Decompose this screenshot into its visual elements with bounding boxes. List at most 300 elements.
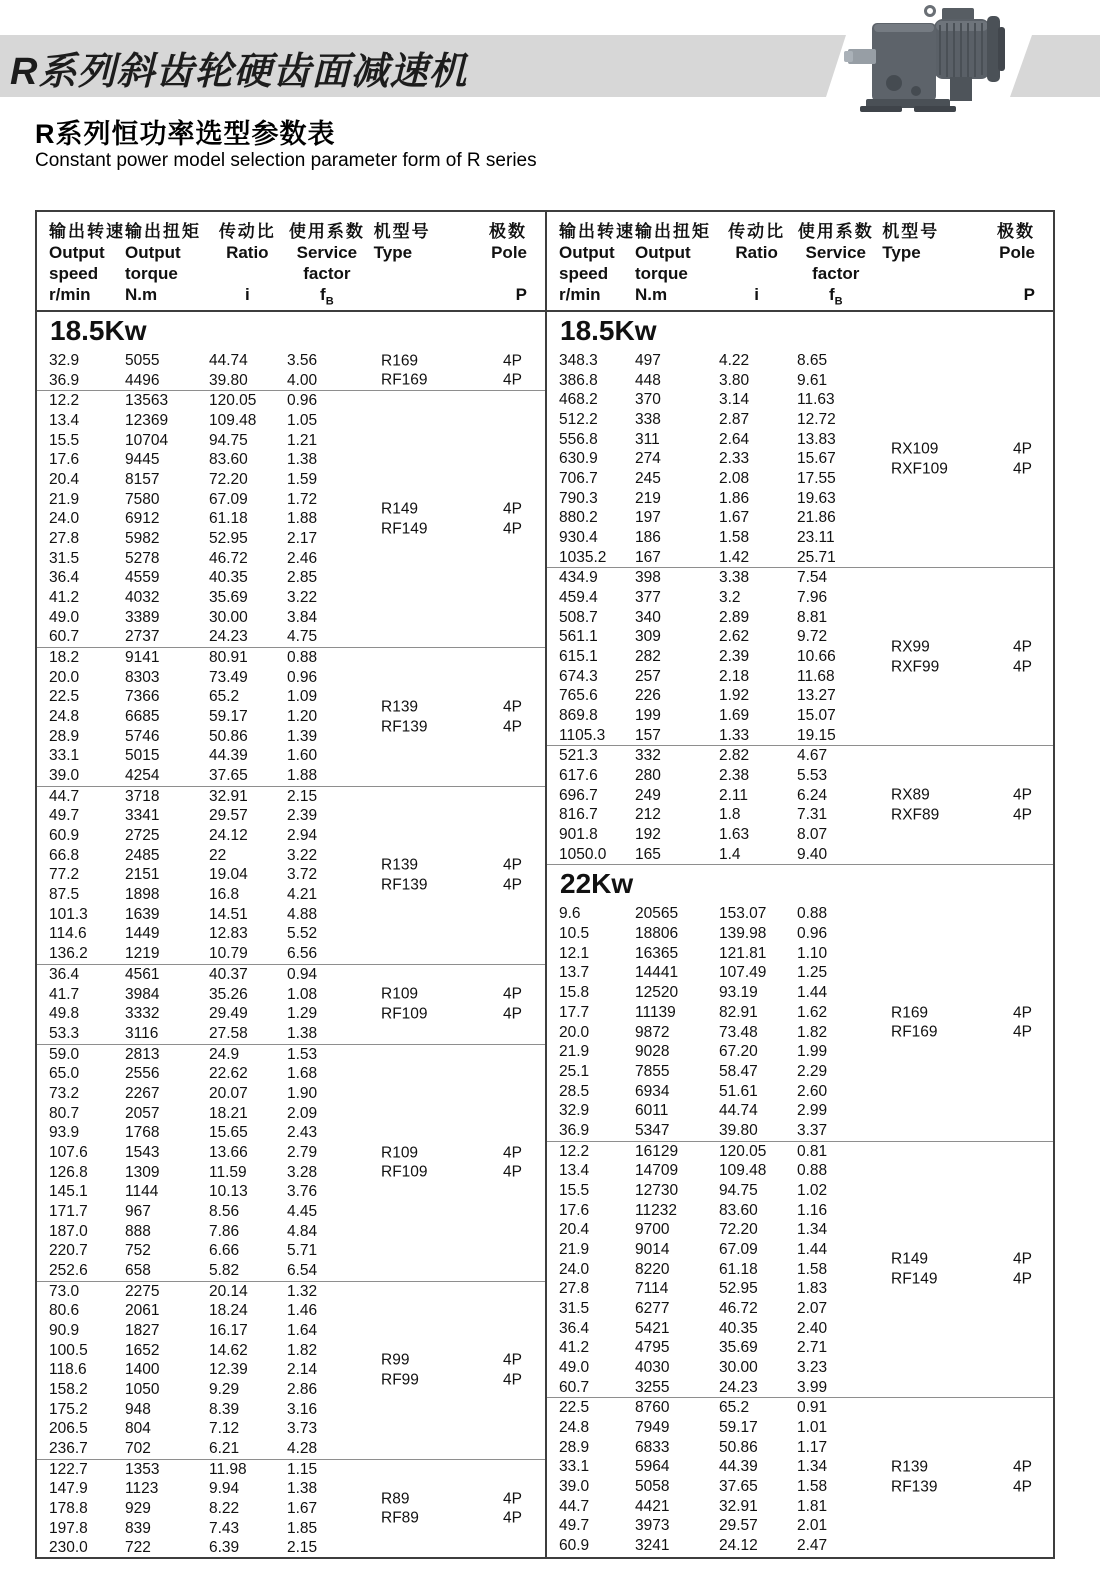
speed-cell: 1035.2 [559, 548, 607, 566]
ratio-cell: 22.62 [209, 1065, 248, 1083]
pole-label: 4P [1013, 1458, 1032, 1476]
speed-cell: 434.9 [559, 569, 598, 587]
pole-label: 4P [503, 876, 522, 894]
speed-cell: 348.3 [559, 352, 598, 369]
torque-cell: 448 [635, 371, 661, 389]
ratio-cell: 29.57 [719, 1517, 758, 1535]
speed-cell: 36.4 [49, 965, 80, 983]
speed-cell: 22.5 [49, 688, 80, 706]
speed-cell: 100.5 [49, 1341, 88, 1359]
torque-cell: 7949 [635, 1418, 670, 1436]
table-row [547, 528, 1053, 548]
torque-cell: 14709 [635, 1162, 679, 1180]
table-row [37, 351, 545, 371]
service-factor-cell: 2.39 [287, 807, 318, 825]
ratio-cell: 1.67 [719, 509, 750, 527]
pole-label: 4P [503, 1490, 522, 1508]
ratio-cell: 73.49 [209, 668, 248, 686]
speed-cell: 468.2 [559, 391, 598, 409]
ratio-group [547, 1142, 1053, 1399]
table-row [547, 983, 1053, 1003]
table-row [547, 508, 1053, 528]
table-row [547, 608, 1053, 628]
torque-cell: 2485 [125, 846, 160, 864]
table-row [37, 1301, 545, 1321]
service-factor-cell: 5.52 [287, 925, 318, 943]
ratio-cell: 24.23 [209, 628, 248, 646]
speed-cell: 252.6 [49, 1261, 88, 1279]
speed-cell: 28.9 [559, 1438, 590, 1456]
ratio-cell: 2.89 [719, 608, 750, 626]
table-row [37, 1084, 545, 1104]
torque-cell: 186 [635, 529, 661, 547]
speed-cell: 122.7 [49, 1460, 88, 1478]
ratio-cell: 3.80 [719, 371, 750, 389]
page-subtitle: Constant power model selection parameter form of R series [35, 150, 537, 171]
speed-cell: 24.0 [559, 1260, 590, 1278]
speed-cell: 49.0 [49, 608, 80, 626]
table-row [37, 371, 545, 391]
speed-cell: 32.9 [559, 1102, 590, 1120]
service-factor-cell: 0.91 [797, 1399, 828, 1417]
ratio-cell: 2.62 [719, 628, 750, 646]
service-factor-cell: 1.62 [797, 1003, 828, 1021]
torque-cell: 3341 [125, 807, 160, 825]
service-factor-cell: 1.34 [797, 1221, 828, 1239]
service-factor-cell: 1.72 [287, 490, 318, 508]
table-row [37, 1261, 545, 1281]
table-row [547, 825, 1053, 845]
torque-cell: 398 [635, 569, 661, 587]
torque-cell: 9700 [635, 1221, 670, 1239]
table-row [37, 1182, 545, 1202]
torque-cell: 157 [635, 726, 661, 744]
service-factor-cell: 0.96 [797, 925, 828, 943]
ratio-cell: 29.49 [209, 1005, 248, 1023]
table-row [37, 648, 545, 668]
service-factor-cell: 6.24 [797, 786, 828, 804]
type-label: R99 [381, 1351, 410, 1369]
ratio-cell: 94.75 [719, 1181, 758, 1199]
pole-label: 4P [503, 1143, 522, 1161]
speed-cell: 49.8 [49, 1005, 80, 1023]
torque-cell: 8303 [125, 668, 160, 686]
type-label: RF109 [381, 1005, 428, 1023]
torque-cell: 2275 [125, 1282, 160, 1300]
column-header: 使用系数 Service factor $f_B$ [797, 222, 874, 308]
torque-cell: 5055 [125, 352, 160, 369]
torque-cell: 3255 [635, 1378, 670, 1396]
torque-cell: 309 [635, 628, 661, 646]
table-row [547, 1279, 1053, 1299]
speed-cell: 87.5 [49, 886, 80, 904]
table-row [547, 1220, 1053, 1240]
ratio-group [37, 1045, 545, 1282]
torque-cell: 5746 [125, 727, 160, 745]
ratio-cell: 8.39 [209, 1400, 240, 1418]
ratio-cell: 44.74 [209, 352, 248, 369]
service-factor-cell: 8.81 [797, 608, 828, 626]
torque-cell: 2061 [125, 1302, 160, 1320]
service-factor-cell: 3.16 [287, 1400, 318, 1418]
table-row [547, 1042, 1053, 1062]
speed-cell: 49.7 [49, 807, 80, 825]
speed-cell: 66.8 [49, 846, 80, 864]
table-row [37, 985, 545, 1005]
ratio-cell: 10.79 [209, 945, 248, 963]
service-factor-cell: 1.82 [797, 1023, 828, 1041]
service-factor-cell: 1.01 [797, 1418, 828, 1436]
ratio-cell: 35.69 [719, 1339, 758, 1357]
table-row [37, 746, 545, 766]
speed-cell: 60.7 [49, 628, 80, 646]
column-header: 传动比 Ratio i [728, 222, 786, 304]
column-header: 极数 Pole P [997, 222, 1036, 304]
pole-label: 4P [1013, 786, 1032, 804]
table-row [547, 568, 1053, 588]
speed-cell: 41.7 [49, 985, 80, 1003]
service-factor-cell: 1.34 [797, 1458, 828, 1476]
ratio-cell: 19.04 [209, 866, 248, 884]
ratio-cell: 83.60 [209, 451, 248, 469]
table-row [37, 826, 545, 846]
pole-label: 4P [1013, 440, 1032, 458]
service-factor-cell: 4.45 [287, 1202, 318, 1220]
table-row [37, 411, 545, 431]
service-factor-cell: 0.96 [287, 392, 318, 410]
torque-cell: 6934 [635, 1082, 670, 1100]
service-factor-cell: 5.53 [797, 767, 828, 785]
ratio-cell: 2.08 [719, 470, 750, 488]
pole-label: 4P [1013, 1477, 1032, 1495]
torque-cell: 1219 [125, 945, 160, 963]
table-row [37, 1439, 545, 1459]
speed-cell: 44.7 [49, 787, 80, 805]
service-factor-cell: 9.61 [797, 371, 828, 389]
service-factor-cell: 2.47 [797, 1536, 828, 1554]
type-label: RF109 [381, 1163, 428, 1181]
table-row [547, 1142, 1053, 1162]
ratio-cell: 59.17 [719, 1418, 758, 1436]
speed-cell: 674.3 [559, 667, 598, 685]
torque-cell: 5421 [635, 1319, 670, 1337]
table-row [37, 509, 545, 529]
service-factor-cell: 1.68 [287, 1065, 318, 1083]
speed-cell: 15.5 [559, 1181, 590, 1199]
table-row [547, 627, 1053, 647]
pole-labels [1013, 1250, 1032, 1289]
table-row [547, 1398, 1053, 1418]
speed-cell: 27.8 [559, 1280, 590, 1298]
speed-cell: 630.9 [559, 450, 598, 468]
ratio-cell: 14.51 [209, 905, 248, 923]
ratio-cell: 6.66 [209, 1242, 240, 1260]
table-row [37, 1163, 545, 1183]
service-factor-cell: 4.21 [287, 886, 318, 904]
torque-cell: 4795 [635, 1339, 670, 1357]
table-row [37, 1045, 545, 1065]
service-factor-cell: 2.46 [287, 549, 318, 567]
torque-cell: 1309 [125, 1163, 160, 1181]
ratio-cell: 18.21 [209, 1104, 248, 1122]
table-row [37, 1419, 545, 1439]
pole-label: 4P [503, 1509, 522, 1527]
type-labels [381, 856, 428, 895]
speed-cell: 36.9 [49, 371, 80, 389]
service-factor-cell: 15.07 [797, 707, 836, 725]
ratio-cell: 61.18 [209, 510, 248, 528]
type-label: R169 [381, 351, 419, 369]
speed-cell: 60.9 [559, 1536, 590, 1554]
ratio-cell: 10.13 [209, 1183, 248, 1201]
torque-cell: 3116 [125, 1024, 159, 1042]
service-factor-cell: 3.84 [287, 608, 318, 626]
speed-cell: 869.8 [559, 707, 598, 725]
ratio-cell: 1.86 [719, 489, 750, 507]
speed-cell: 90.9 [49, 1321, 80, 1339]
service-factor-cell: 1.85 [287, 1519, 318, 1537]
table-row [547, 489, 1053, 509]
type-label: R169 [891, 1003, 929, 1021]
torque-cell: 6277 [635, 1299, 670, 1317]
ratio-cell: 40.35 [209, 569, 248, 587]
table-row [547, 845, 1053, 865]
type-label: R109 [381, 1143, 419, 1161]
ratio-cell: 109.48 [719, 1162, 767, 1180]
table-row [547, 1240, 1053, 1260]
speed-cell: 114.6 [49, 925, 87, 943]
column-header: 输出转速 Output speed r/min [49, 222, 125, 304]
ratio-cell: 72.20 [209, 471, 248, 489]
speed-cell: 20.4 [559, 1221, 590, 1239]
pole-label: 4P [503, 856, 522, 874]
table-row [547, 1516, 1053, 1536]
ratio-cell: 11.59 [209, 1163, 247, 1181]
torque-cell: 752 [125, 1242, 151, 1260]
torque-cell: 4561 [125, 965, 160, 983]
service-factor-cell: 2.01 [797, 1517, 828, 1535]
ratio-cell: 14.62 [209, 1341, 248, 1359]
ratio-cell: 44.39 [719, 1458, 758, 1476]
speed-cell: 158.2 [49, 1380, 88, 1398]
pole-labels [503, 500, 522, 539]
torque-cell: 332 [635, 747, 661, 765]
service-factor-cell: 1.20 [287, 708, 318, 726]
type-labels [381, 697, 428, 736]
table-row [547, 904, 1053, 924]
speed-cell: 15.8 [559, 984, 590, 1002]
ratio-cell: 7.12 [209, 1420, 240, 1438]
table-row [547, 963, 1053, 983]
torque-cell: 2813 [125, 1045, 160, 1063]
torque-cell: 929 [125, 1499, 151, 1517]
speed-cell: 21.9 [49, 490, 80, 508]
service-factor-cell: 10.66 [797, 648, 836, 666]
torque-cell: 311 [635, 430, 660, 448]
pole-labels [1013, 1003, 1032, 1042]
ratio-cell: 40.37 [209, 965, 248, 983]
torque-cell: 9028 [635, 1043, 670, 1061]
table-row [37, 490, 545, 510]
service-factor-cell: 19.15 [797, 726, 836, 744]
ratio-group [37, 648, 545, 787]
ratio-cell: 67.20 [719, 1043, 758, 1061]
ratio-cell: 24.9 [209, 1045, 240, 1063]
ratio-cell: 82.91 [719, 1003, 758, 1021]
speed-cell: 73.0 [49, 1282, 80, 1300]
speed-cell: 126.8 [49, 1163, 88, 1181]
ratio-cell: 32.91 [209, 787, 248, 805]
torque-cell: 9014 [635, 1240, 670, 1258]
speed-cell: 39.0 [559, 1477, 590, 1495]
table-row [37, 1282, 545, 1302]
torque-cell: 249 [635, 786, 661, 804]
table-row [547, 390, 1053, 410]
service-factor-cell: 11.63 [797, 391, 835, 409]
table-row [547, 805, 1053, 825]
speed-cell: 118.6 [49, 1361, 87, 1379]
torque-cell: 8220 [635, 1260, 670, 1278]
type-label: RF149 [381, 520, 428, 538]
table-row [37, 787, 545, 807]
table-row [547, 371, 1053, 391]
column-header: 机型号 Type [882, 222, 940, 262]
torque-cell: 3984 [125, 985, 160, 1003]
torque-cell: 2057 [125, 1104, 160, 1122]
service-factor-cell: 15.67 [797, 450, 836, 468]
service-factor-cell: 2.94 [287, 827, 318, 845]
ratio-cell: 16.8 [209, 886, 240, 904]
ratio-group [37, 787, 545, 965]
column-header: 输出扭矩 Output torque N.m [125, 222, 201, 304]
service-factor-cell: 2.15 [287, 787, 318, 805]
torque-cell: 257 [635, 667, 661, 685]
pole-label: 4P [503, 985, 522, 1003]
ratio-cell: 6.21 [209, 1439, 240, 1457]
pole-label: 4P [503, 1351, 522, 1369]
speed-cell: 187.0 [49, 1222, 88, 1240]
speed-cell: 44.7 [559, 1497, 590, 1515]
service-factor-cell: 2.85 [287, 569, 318, 587]
torque-cell: 1123 [125, 1480, 159, 1498]
service-factor-cell: 1.25 [797, 964, 828, 982]
type-labels [381, 1489, 419, 1528]
table-body [37, 312, 545, 1558]
ratio-cell: 13.66 [209, 1143, 248, 1161]
table-row [547, 1418, 1053, 1438]
torque-cell: 212 [635, 806, 661, 824]
service-factor-cell: 9.72 [797, 628, 828, 646]
service-factor-cell: 1.58 [797, 1260, 828, 1278]
ratio-cell: 44.39 [209, 747, 248, 765]
torque-cell: 804 [125, 1420, 151, 1438]
ratio-cell: 121.81 [719, 944, 767, 962]
ratio-cell: 59.17 [209, 708, 248, 726]
service-factor-cell: 3.37 [797, 1121, 828, 1139]
torque-cell: 12369 [125, 412, 169, 430]
speed-cell: 21.9 [559, 1240, 590, 1258]
service-factor-cell: 25.71 [797, 548, 836, 566]
torque-cell: 5964 [635, 1458, 670, 1476]
torque-cell: 839 [125, 1519, 151, 1537]
table-row [37, 1123, 545, 1143]
table-row [37, 1202, 545, 1222]
ratio-cell: 37.65 [719, 1477, 758, 1495]
ratio-cell: 83.60 [719, 1201, 758, 1219]
table-row [37, 549, 545, 569]
type-label: RXF109 [891, 460, 948, 478]
speed-cell: 556.8 [559, 430, 598, 448]
table-row [547, 924, 1053, 944]
table-row [547, 1457, 1053, 1477]
ratio-cell: 40.35 [719, 1319, 758, 1337]
torque-cell: 14441 [635, 964, 679, 982]
torque-cell: 1639 [125, 905, 160, 923]
ratio-cell: 51.61 [719, 1082, 758, 1100]
torque-cell: 2267 [125, 1084, 160, 1102]
table-row [37, 1360, 545, 1380]
service-factor-cell: 2.60 [797, 1082, 828, 1100]
type-label: RF169 [381, 371, 428, 389]
service-factor-cell: 1.15 [287, 1460, 318, 1478]
service-factor-cell: 1.21 [287, 431, 318, 449]
service-factor-cell: 17.55 [797, 470, 836, 488]
speed-cell: 459.4 [559, 589, 598, 607]
service-factor-cell: 1.29 [287, 1005, 318, 1023]
table-row [37, 1024, 545, 1044]
speed-cell: 73.2 [49, 1084, 80, 1102]
torque-cell: 7366 [125, 688, 160, 706]
type-label: RXF89 [891, 806, 940, 824]
table-row [37, 568, 545, 588]
torque-cell: 3973 [635, 1517, 670, 1535]
type-label: RF89 [381, 1509, 419, 1527]
speed-cell: 24.8 [559, 1418, 590, 1436]
ratio-cell: 46.72 [209, 549, 248, 567]
table-row [37, 806, 545, 826]
speed-cell: 33.1 [49, 747, 80, 765]
service-factor-cell: 2.99 [797, 1102, 828, 1120]
speed-cell: 36.9 [559, 1121, 590, 1139]
speed-cell: 36.4 [559, 1319, 590, 1337]
table-row [37, 965, 545, 985]
pole-label: 4P [1013, 1250, 1032, 1268]
service-factor-cell: 1.38 [287, 451, 318, 469]
speed-cell: 178.8 [49, 1499, 88, 1517]
type-label: RX99 [891, 638, 930, 656]
service-factor-cell: 5.71 [287, 1242, 318, 1260]
torque-cell: 967 [125, 1202, 151, 1220]
pole-label: 4P [503, 1005, 522, 1023]
torque-cell: 7855 [635, 1062, 670, 1080]
table-row [547, 430, 1053, 450]
torque-cell: 9141 [125, 649, 160, 667]
ratio-cell: 11.98 [209, 1460, 247, 1478]
speed-cell: 175.2 [49, 1400, 88, 1418]
ratio-cell: 12.83 [209, 925, 248, 943]
ratio-cell: 2.11 [719, 786, 749, 804]
torque-cell: 199 [635, 707, 661, 725]
torque-cell: 8157 [125, 471, 160, 489]
torque-cell: 3241 [635, 1536, 670, 1554]
service-factor-cell: 6.54 [287, 1261, 318, 1279]
speed-cell: 25.1 [559, 1062, 590, 1080]
ratio-cell: 67.09 [209, 490, 248, 508]
speed-cell: 1105.3 [559, 726, 606, 744]
pole-label: 4P [1013, 460, 1032, 478]
table-row [547, 469, 1053, 489]
table-row [37, 1479, 545, 1499]
